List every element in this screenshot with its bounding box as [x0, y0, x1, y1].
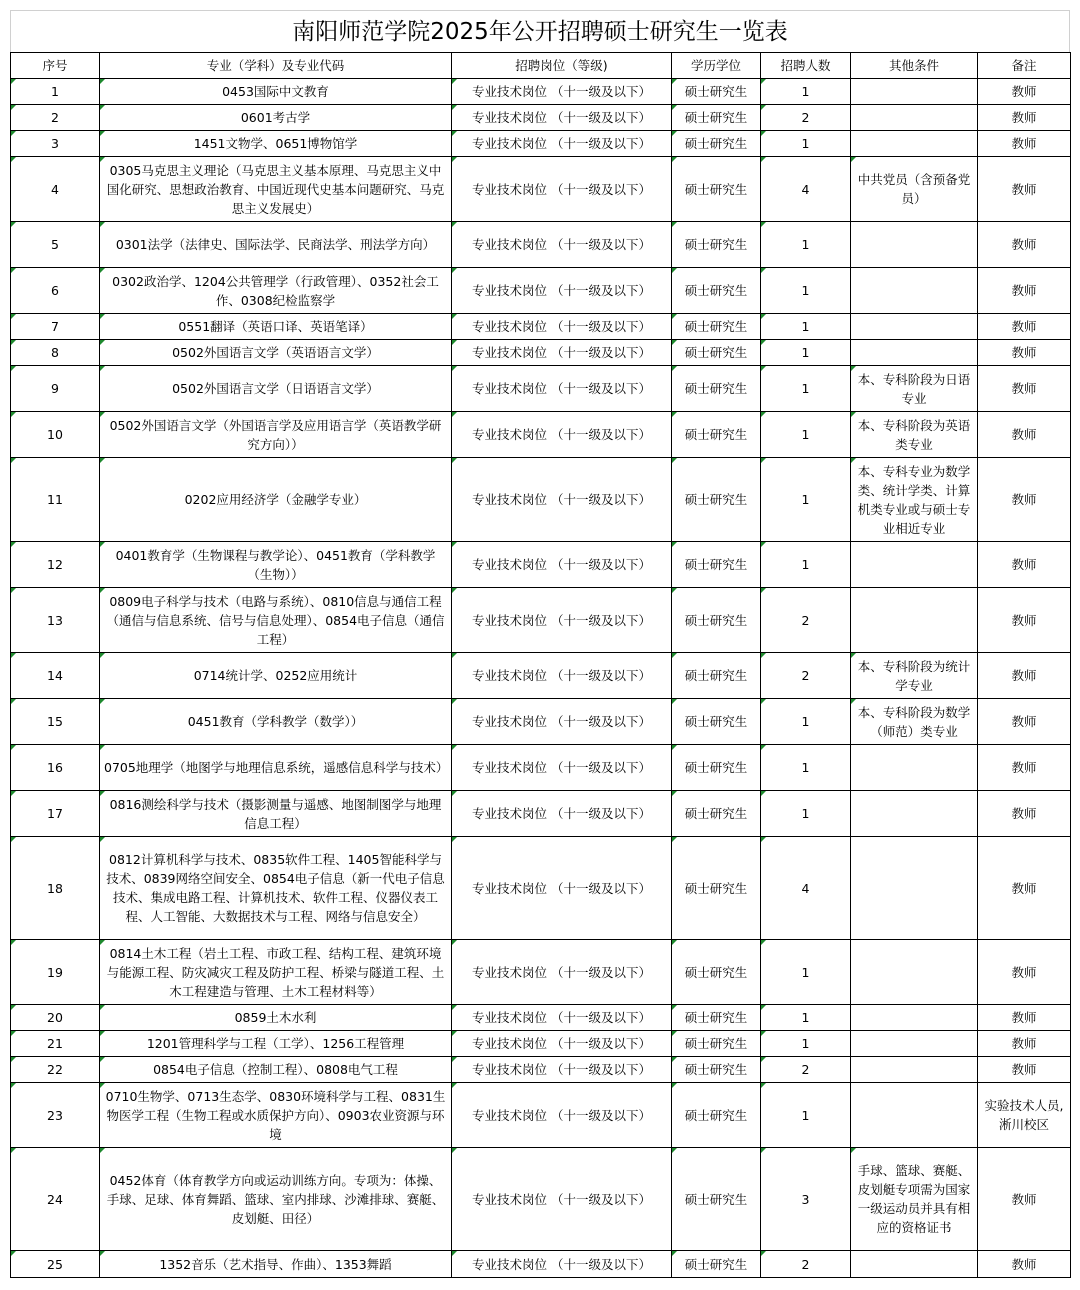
cell-major: 0705地理学（地图学与地理信息系统，遥感信息科学与技术） [100, 745, 452, 791]
cell-note: 教师 [978, 340, 1071, 366]
table-row [11, 940, 1071, 1005]
cell-count: 1 [761, 79, 851, 105]
table-row [11, 1031, 1071, 1057]
cell-count: 1 [761, 340, 851, 366]
cell-count: 1 [761, 745, 851, 791]
cell-major: 1352音乐（艺术指导、作曲）、1353舞蹈 [100, 1251, 452, 1278]
cell-count: 1 [761, 791, 851, 837]
cell-major: 0551翻译（英语口译、英语笔译） [100, 314, 452, 340]
cell-other: 本、专科阶段为数学（师范）类专业 [851, 699, 978, 745]
cell-major: 1451文物学、0651博物馆学 [100, 131, 452, 157]
cell-other: 本、专科阶段为统计学专业 [851, 653, 978, 699]
cell-degree: 硕士研究生 [672, 366, 761, 412]
cell-no: 7 [11, 314, 100, 340]
cell-degree: 硕士研究生 [672, 131, 761, 157]
cell-other [851, 314, 978, 340]
cell-major: 0302政治学、1204公共管理学（行政管理）、0352社会工作、0308纪检监察学 [100, 268, 452, 314]
cell-major: 0854电子信息（控制工程）、0808电气工程 [100, 1057, 452, 1083]
cell-no: 10 [11, 412, 100, 458]
table-row [11, 699, 1071, 745]
cell-degree: 硕士研究生 [672, 314, 761, 340]
cell-no: 24 [11, 1148, 100, 1251]
table-row [11, 131, 1071, 157]
cell-degree: 硕士研究生 [672, 699, 761, 745]
cell-other [851, 222, 978, 268]
cell-post: 专业技术岗位 （十一级及以下） [452, 79, 672, 105]
cell-count: 1 [761, 542, 851, 588]
cell-no: 1 [11, 79, 100, 105]
cell-note: 教师 [978, 1031, 1071, 1057]
cell-count: 2 [761, 653, 851, 699]
cell-other [851, 1251, 978, 1278]
cell-other: 本、专科专业为数学类、统计学类、计算机类专业或与硕士专业相近专业 [851, 458, 978, 542]
cell-other [851, 79, 978, 105]
header-cell-degree: 学历学位 [672, 53, 761, 79]
cell-note: 教师 [978, 1057, 1071, 1083]
cell-degree: 硕士研究生 [672, 222, 761, 268]
table-row [11, 1251, 1071, 1278]
cell-count: 2 [761, 1057, 851, 1083]
cell-no: 8 [11, 340, 100, 366]
cell-post: 专业技术岗位 （十一级及以下） [452, 791, 672, 837]
cell-note: 教师 [978, 79, 1071, 105]
cell-post: 专业技术岗位 （十一级及以下） [452, 1005, 672, 1031]
cell-degree: 硕士研究生 [672, 268, 761, 314]
cell-other [851, 1031, 978, 1057]
cell-no: 16 [11, 745, 100, 791]
cell-count: 1 [761, 314, 851, 340]
cell-degree: 硕士研究生 [672, 745, 761, 791]
cell-note: 教师 [978, 837, 1071, 940]
cell-note: 教师 [978, 940, 1071, 1005]
cell-count: 1 [761, 940, 851, 1005]
cell-major: 0401教育学（生物课程与教学论）、0451教育（学科教学（生物）） [100, 542, 452, 588]
cell-no: 21 [11, 1031, 100, 1057]
cell-post: 专业技术岗位 （十一级及以下） [452, 653, 672, 699]
cell-major: 0809电子科学与技术（电路与系统）、0810信息与通信工程（通信与信息系统、信号与信息处理）、0854电子信息（通信工程） [100, 588, 452, 653]
cell-count: 2 [761, 1251, 851, 1278]
cell-post: 专业技术岗位 （十一级及以下） [452, 268, 672, 314]
cell-count: 2 [761, 588, 851, 653]
cell-other [851, 1005, 978, 1031]
cell-degree: 硕士研究生 [672, 791, 761, 837]
cell-count: 2 [761, 105, 851, 131]
table-row [11, 222, 1071, 268]
cell-degree: 硕士研究生 [672, 412, 761, 458]
cell-post: 专业技术岗位 （十一级及以下） [452, 1031, 672, 1057]
cell-note: 教师 [978, 314, 1071, 340]
cell-no: 4 [11, 157, 100, 222]
page-title: 南阳师范学院2025年公开招聘硕士研究生一览表 [10, 10, 1070, 52]
cell-degree: 硕士研究生 [672, 837, 761, 940]
cell-post: 专业技术岗位 （十一级及以下） [452, 157, 672, 222]
header-cell-note: 备注 [978, 53, 1071, 79]
cell-degree: 硕士研究生 [672, 79, 761, 105]
cell-degree: 硕士研究生 [672, 542, 761, 588]
cell-other: 本、专科阶段为日语专业 [851, 366, 978, 412]
cell-other [851, 745, 978, 791]
cell-no: 22 [11, 1057, 100, 1083]
cell-count: 1 [761, 222, 851, 268]
cell-degree: 硕士研究生 [672, 940, 761, 1005]
recruitment-sheet [10, 10, 1070, 1278]
cell-other [851, 340, 978, 366]
cell-other [851, 542, 978, 588]
cell-note: 教师 [978, 588, 1071, 653]
cell-note: 教师 [978, 653, 1071, 699]
header-cell-major: 专业（学科）及专业代码 [100, 53, 452, 79]
cell-degree: 硕士研究生 [672, 340, 761, 366]
table-row [11, 837, 1071, 940]
cell-post: 专业技术岗位 （十一级及以下） [452, 1148, 672, 1251]
cell-other [851, 131, 978, 157]
cell-other [851, 940, 978, 1005]
cell-post: 专业技术岗位 （十一级及以下） [452, 1057, 672, 1083]
table-row [11, 412, 1071, 458]
cell-degree: 硕士研究生 [672, 1083, 761, 1148]
cell-no: 15 [11, 699, 100, 745]
cell-no: 9 [11, 366, 100, 412]
cell-no: 11 [11, 458, 100, 542]
cell-no: 2 [11, 105, 100, 131]
cell-other [851, 1083, 978, 1148]
cell-degree: 硕士研究生 [672, 1005, 761, 1031]
table-row [11, 1057, 1071, 1083]
cell-other: 中共党员（含预备党员） [851, 157, 978, 222]
table-row [11, 1005, 1071, 1031]
cell-major: 0502外国语言文学（日语语言文学） [100, 366, 452, 412]
cell-post: 专业技术岗位 （十一级及以下） [452, 837, 672, 940]
cell-no: 25 [11, 1251, 100, 1278]
table-row [11, 542, 1071, 588]
cell-post: 专业技术岗位 （十一级及以下） [452, 105, 672, 131]
table-row [11, 157, 1071, 222]
cell-other: 本、专科阶段为英语类专业 [851, 412, 978, 458]
table-row [11, 105, 1071, 131]
table-row [11, 366, 1071, 412]
cell-note: 教师 [978, 791, 1071, 837]
cell-count: 1 [761, 412, 851, 458]
cell-degree: 硕士研究生 [672, 1148, 761, 1251]
cell-note: 教师 [978, 699, 1071, 745]
cell-note: 教师 [978, 157, 1071, 222]
cell-post: 专业技术岗位 （十一级及以下） [452, 588, 672, 653]
header-cell-no: 序号 [11, 53, 100, 79]
cell-degree: 硕士研究生 [672, 1057, 761, 1083]
header-cell-other: 其他条件 [851, 53, 978, 79]
cell-major: 0601考古学 [100, 105, 452, 131]
table-row [11, 79, 1071, 105]
cell-no: 23 [11, 1083, 100, 1148]
cell-note: 教师 [978, 366, 1071, 412]
cell-count: 1 [761, 458, 851, 542]
cell-major: 0502外国语言文学（外国语言学及应用语言学（英语教学研究方向）） [100, 412, 452, 458]
header-cell-count: 招聘人数 [761, 53, 851, 79]
cell-no: 17 [11, 791, 100, 837]
cell-note: 教师 [978, 1251, 1071, 1278]
cell-post: 专业技术岗位 （十一级及以下） [452, 222, 672, 268]
cell-major: 0710生物学、0713生态学、0830环境科学与工程、0831生物医学工程（生物工程或水质保护方向）、0903农业资源与环境 [100, 1083, 452, 1148]
cell-major: 0812计算机科学与技术、0835软件工程、1405智能科学与技术、0839网络空间安全、0854电子信息（新一代电子信息技术、集成电路工程、计算机技术、软件工程、仪器仪表工程、人工智能、大数据技术与工程、网络与信息安全） [100, 837, 452, 940]
cell-degree: 硕士研究生 [672, 588, 761, 653]
table-row [11, 314, 1071, 340]
cell-note: 教师 [978, 542, 1071, 588]
cell-count: 3 [761, 1148, 851, 1251]
cell-major: 0305马克思主义理论（马克思主义基本原理、马克思主义中国化研究、思想政治教育、中国近现代史基本问题研究、马克思主义发展史） [100, 157, 452, 222]
cell-count: 1 [761, 131, 851, 157]
cell-post: 专业技术岗位 （十一级及以下） [452, 940, 672, 1005]
cell-note: 教师 [978, 222, 1071, 268]
cell-degree: 硕士研究生 [672, 105, 761, 131]
cell-note: 教师 [978, 412, 1071, 458]
cell-major: 0816测绘科学与技术（摄影测量与遥感、地图制图学与地理信息工程） [100, 791, 452, 837]
cell-major: 0301法学（法律史、国际法学、民商法学、刑法学方向） [100, 222, 452, 268]
header-row [11, 53, 1071, 79]
cell-note: 教师 [978, 131, 1071, 157]
table-row [11, 653, 1071, 699]
cell-post: 专业技术岗位 （十一级及以下） [452, 131, 672, 157]
table-row [11, 458, 1071, 542]
cell-no: 12 [11, 542, 100, 588]
cell-major: 0859土木水利 [100, 1005, 452, 1031]
table-row [11, 745, 1071, 791]
table-row [11, 1148, 1071, 1251]
cell-count: 1 [761, 1005, 851, 1031]
cell-note: 教师 [978, 458, 1071, 542]
cell-no: 14 [11, 653, 100, 699]
cell-major: 0502外国语言文学（英语语言文学） [100, 340, 452, 366]
cell-degree: 硕士研究生 [672, 1251, 761, 1278]
cell-other: 手球、篮球、赛艇、皮划艇专项需为国家一级运动员并具有相应的资格证书 [851, 1148, 978, 1251]
cell-count: 4 [761, 157, 851, 222]
recruitment-table [10, 52, 1071, 1278]
cell-count: 1 [761, 366, 851, 412]
cell-post: 专业技术岗位 （十一级及以下） [452, 314, 672, 340]
cell-major: 0453国际中文教育 [100, 79, 452, 105]
cell-note: 实验技术人员,淅川校区 [978, 1083, 1071, 1148]
cell-major: 0814土木工程（岩土工程、市政工程、结构工程、建筑环境与能源工程、防灾减灾工程及防护工程、桥梁与隧道工程、土木工程建造与管理、土木工程材料等） [100, 940, 452, 1005]
cell-note: 教师 [978, 1005, 1071, 1031]
cell-other [851, 837, 978, 940]
cell-other [851, 1057, 978, 1083]
cell-no: 3 [11, 131, 100, 157]
header-cell-post: 招聘岗位（等级) [452, 53, 672, 79]
cell-major: 0451教育（学科教学（数学）） [100, 699, 452, 745]
cell-post: 专业技术岗位 （十一级及以下） [452, 745, 672, 791]
cell-no: 19 [11, 940, 100, 1005]
cell-note: 教师 [978, 745, 1071, 791]
cell-count: 1 [761, 1031, 851, 1057]
cell-degree: 硕士研究生 [672, 1031, 761, 1057]
cell-other [851, 588, 978, 653]
cell-note: 教师 [978, 1148, 1071, 1251]
table-row [11, 588, 1071, 653]
cell-count: 1 [761, 1083, 851, 1148]
cell-post: 专业技术岗位 （十一级及以下） [452, 412, 672, 458]
cell-major: 0202应用经济学（金融学专业） [100, 458, 452, 542]
cell-no: 18 [11, 837, 100, 940]
cell-count: 1 [761, 699, 851, 745]
cell-major: 0714统计学、0252应用统计 [100, 653, 452, 699]
table-row [11, 268, 1071, 314]
table-row [11, 340, 1071, 366]
cell-other [851, 268, 978, 314]
cell-post: 专业技术岗位 （十一级及以下） [452, 458, 672, 542]
cell-post: 专业技术岗位 （十一级及以下） [452, 1251, 672, 1278]
cell-degree: 硕士研究生 [672, 157, 761, 222]
cell-post: 专业技术岗位 （十一级及以下） [452, 340, 672, 366]
cell-count: 4 [761, 837, 851, 940]
cell-no: 20 [11, 1005, 100, 1031]
cell-degree: 硕士研究生 [672, 653, 761, 699]
cell-major: 0452体育（体育教学方向或运动训练方向。专项为：体操、手球、足球、体育舞蹈、篮球、室内排球、沙滩排球、赛艇、皮划艇、田径） [100, 1148, 452, 1251]
cell-note: 教师 [978, 268, 1071, 314]
cell-other [851, 791, 978, 837]
cell-degree: 硕士研究生 [672, 458, 761, 542]
cell-post: 专业技术岗位 （十一级及以下） [452, 542, 672, 588]
cell-note: 教师 [978, 105, 1071, 131]
cell-count: 1 [761, 268, 851, 314]
cell-no: 6 [11, 268, 100, 314]
cell-post: 专业技术岗位 （十一级及以下） [452, 1083, 672, 1148]
cell-post: 专业技术岗位 （十一级及以下） [452, 366, 672, 412]
table-row [11, 1083, 1071, 1148]
cell-major: 1201管理科学与工程（工学）、1256工程管理 [100, 1031, 452, 1057]
cell-other [851, 105, 978, 131]
table-row [11, 791, 1071, 837]
cell-post: 专业技术岗位 （十一级及以下） [452, 699, 672, 745]
cell-no: 5 [11, 222, 100, 268]
cell-no: 13 [11, 588, 100, 653]
